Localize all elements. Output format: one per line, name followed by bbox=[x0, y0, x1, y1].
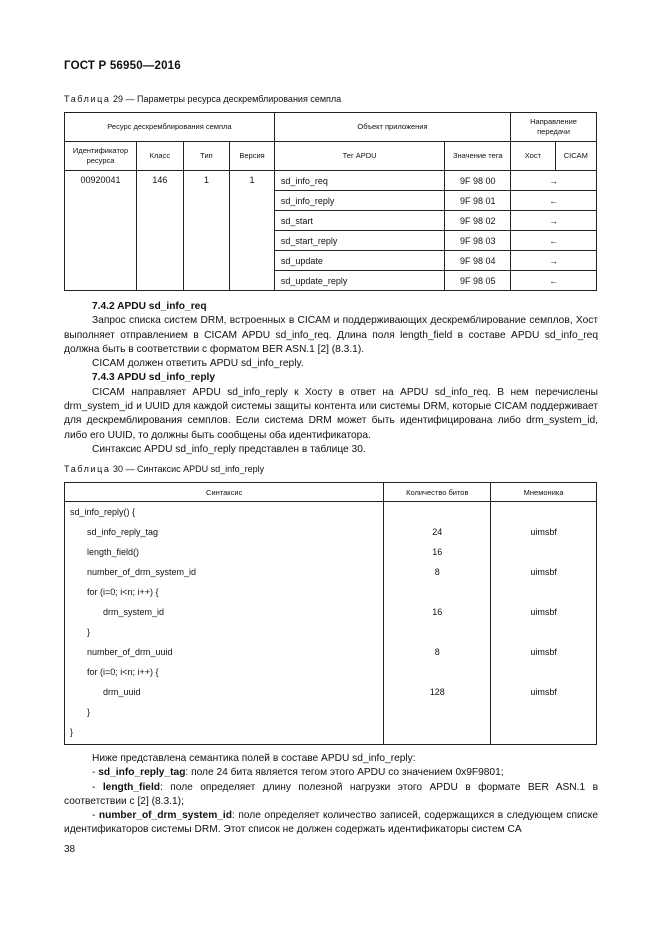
bits-value: 16 bbox=[432, 607, 443, 617]
mnemonic-value bbox=[491, 702, 596, 722]
header-mnemonic: Мнемоника bbox=[491, 483, 597, 502]
tag-value-cell: 9F 98 00 bbox=[445, 171, 511, 191]
field-term: sd_info_reply_tag bbox=[98, 767, 186, 779]
mnemonic-value: uimsbf bbox=[530, 527, 557, 537]
syntax-line: } bbox=[87, 627, 91, 637]
header-resource-id: Идентификатор ресурса bbox=[65, 142, 137, 171]
mnemonic-value: uimsbf bbox=[530, 647, 557, 657]
resource-version-cell: 1 bbox=[230, 171, 275, 291]
tag-value-cell: 9F 98 02 bbox=[445, 211, 511, 231]
page-number: 38 bbox=[64, 844, 76, 855]
mnemonic-value: uimsbf bbox=[530, 607, 557, 617]
header-cicam: CICAM bbox=[555, 142, 596, 171]
mnemonic-value bbox=[491, 502, 596, 522]
direction-arrow: → bbox=[511, 251, 597, 271]
syntax-line: drm_system_id bbox=[103, 607, 165, 617]
header-syntax: Синтаксис bbox=[65, 483, 384, 502]
bits-value bbox=[384, 722, 490, 742]
syntax-line: number_of_drm_uuid bbox=[87, 647, 173, 657]
semantics-intro: Ниже представлена семантика полей в составе APDU sd_info_reply: bbox=[92, 753, 416, 764]
bits-value bbox=[384, 502, 490, 522]
caption-text: 29 — Параметры ресурса дескремблирования семпла bbox=[113, 94, 342, 104]
mnemonic-value bbox=[491, 662, 596, 682]
paragraph: Синтаксис APDU sd_info_reply представлен в таблице 30. bbox=[92, 443, 366, 455]
bits-value: 8 bbox=[434, 647, 440, 657]
semantics-item: - length_field: поле определяет длину полезной нагрузки этого APDU в формате BER ASN.1 в соответствии с [2] (8.3.1); bbox=[64, 781, 598, 807]
apdu-tag-cell: sd_info_req bbox=[274, 171, 445, 191]
table-29 bbox=[64, 112, 597, 291]
table29-caption bbox=[64, 94, 341, 104]
bits-value bbox=[384, 582, 490, 602]
header-version: Версия bbox=[230, 142, 275, 171]
caption-prefix: Таблица bbox=[64, 464, 111, 474]
syntax-line: sd_info_reply_tag bbox=[87, 527, 159, 537]
syntax-line: for (i=0; i<n; i++) { bbox=[87, 667, 159, 677]
table30-caption bbox=[64, 464, 264, 474]
semantics-section bbox=[64, 752, 598, 838]
semantics-item: - sd_info_reply_tag: поле 24 бита является тегом этого APDU со значением 0x9F9801; bbox=[92, 767, 504, 779]
mnemonic-column bbox=[491, 502, 597, 745]
caption-prefix: Таблица bbox=[64, 94, 111, 104]
resource-type-cell: 1 bbox=[183, 171, 230, 291]
mnemonic-value bbox=[491, 722, 596, 742]
header-resource-group: Ресурс дескремблирования семпла bbox=[65, 113, 275, 142]
field-desc: : поле 24 бита является тегом этого APDU со значением 0x9F9801; bbox=[185, 767, 504, 779]
bits-value bbox=[384, 622, 490, 642]
syntax-line: length_field() bbox=[87, 547, 140, 557]
field-desc: : поле определяет количество записей, содержащихся в следующем списке идентификаторов системы DRM. Этот список не должен содержать идентификаторы систем CA bbox=[64, 810, 598, 836]
mnemonic-value bbox=[491, 622, 596, 642]
bits-value: 8 bbox=[434, 567, 440, 577]
tag-value-cell: 9F 98 01 bbox=[445, 191, 511, 211]
direction-arrow: ← bbox=[511, 271, 597, 291]
tag-value-cell: 9F 98 05 bbox=[445, 271, 511, 291]
bits-value: 24 bbox=[432, 527, 443, 537]
mnemonic-value bbox=[491, 542, 596, 562]
syntax-line: } bbox=[70, 727, 74, 737]
header-direction: Направление передачи bbox=[511, 113, 597, 142]
field-term: length_field bbox=[102, 781, 160, 793]
section-7-4-2 bbox=[64, 300, 598, 457]
bits-column bbox=[384, 502, 491, 745]
header-class: Класс bbox=[137, 142, 184, 171]
header-bits: Количество битов bbox=[384, 483, 491, 502]
direction-arrow: ← bbox=[511, 191, 597, 211]
resource-class-cell: 146 bbox=[137, 171, 184, 291]
header-tag: Тег APDU bbox=[274, 142, 445, 171]
field-term: number_of_drm_system_id bbox=[98, 810, 232, 822]
bits-value bbox=[384, 702, 490, 722]
apdu-tag-cell: sd_info_reply bbox=[274, 191, 445, 211]
syntax-line: number_of_drm_system_id bbox=[87, 567, 197, 577]
paragraph: CICAM должен ответить APDU sd_info_reply. bbox=[92, 358, 304, 370]
direction-arrow: → bbox=[511, 171, 597, 191]
direction-arrow: ← bbox=[511, 231, 597, 251]
section-heading: 7.4.3 APDU sd_info_reply bbox=[92, 372, 216, 384]
bits-value: 16 bbox=[432, 547, 443, 557]
tag-value-cell: 9F 98 04 bbox=[445, 251, 511, 271]
resource-id-cell: 00920041 bbox=[65, 171, 137, 291]
mnemonic-value: uimsbf bbox=[530, 687, 557, 697]
bits-value: 128 bbox=[429, 687, 445, 697]
semantics-item: - number_of_drm_system_id: поле определяет количество записей, содержащихся в следующем списке идентификаторов системы DRM. Этот список не должен содержать идентификаторы систем CA bbox=[64, 810, 598, 836]
syntax-column bbox=[65, 502, 384, 745]
header-tag-value: Значение тега bbox=[445, 142, 511, 171]
bits-value bbox=[384, 662, 490, 682]
paragraph: Запрос списка систем DRM, встроенных в CICAM и поддерживающих дескремблирование семплов, Хост выполняет отправлением в CICAM APDU sd_info_req. Длина поля length_field в составе APDU sd_info_req должна быть в соответствии с форматом BER ASN.1 [2] (8.3.1). bbox=[64, 315, 598, 355]
tag-value-cell: 9F 98 03 bbox=[445, 231, 511, 251]
header-host: Хост bbox=[511, 142, 556, 171]
header-app-object: Объект приложения bbox=[274, 113, 510, 142]
field-desc: : поле определяет длину полезной нагрузки этого APDU в формате BER ASN.1 в соответствии с [2] (8.3.1); bbox=[64, 781, 598, 807]
document-header: ГОСТ Р 56950—2016 bbox=[64, 60, 181, 72]
syntax-line: sd_info_reply() { bbox=[70, 507, 136, 517]
header-type: Тип bbox=[183, 142, 230, 171]
apdu-tag-cell: sd_start_reply bbox=[274, 231, 445, 251]
syntax-line: drm_uuid bbox=[103, 687, 141, 697]
apdu-tag-cell: sd_update_reply bbox=[274, 271, 445, 291]
mnemonic-value: uimsbf bbox=[530, 567, 557, 577]
paragraph: CICAM направляет APDU sd_info_reply к Хосту в ответ на APDU sd_info_req. В нем перечислены drm_system_id и UUID для каждой системы защиты контента или системы DRM, которые CICAM поддерживает для дескремблирования семплов. Если система DRM может быть идентифицирована либо drm_system_id, либо его UUID, то должны быть сообщены оба идентификатора. bbox=[64, 386, 598, 441]
mnemonic-value bbox=[491, 582, 596, 602]
direction-arrow: → bbox=[511, 211, 597, 231]
section-heading: 7.4.2 APDU sd_info_req bbox=[92, 301, 207, 312]
caption-text: 30 — Синтаксис APDU sd_info_reply bbox=[113, 464, 265, 474]
table-30 bbox=[64, 482, 597, 745]
apdu-tag-cell: sd_start bbox=[274, 211, 445, 231]
syntax-line: for (i=0; i<n; i++) { bbox=[87, 587, 159, 597]
syntax-line: } bbox=[87, 707, 91, 717]
apdu-tag-cell: sd_update bbox=[274, 251, 445, 271]
